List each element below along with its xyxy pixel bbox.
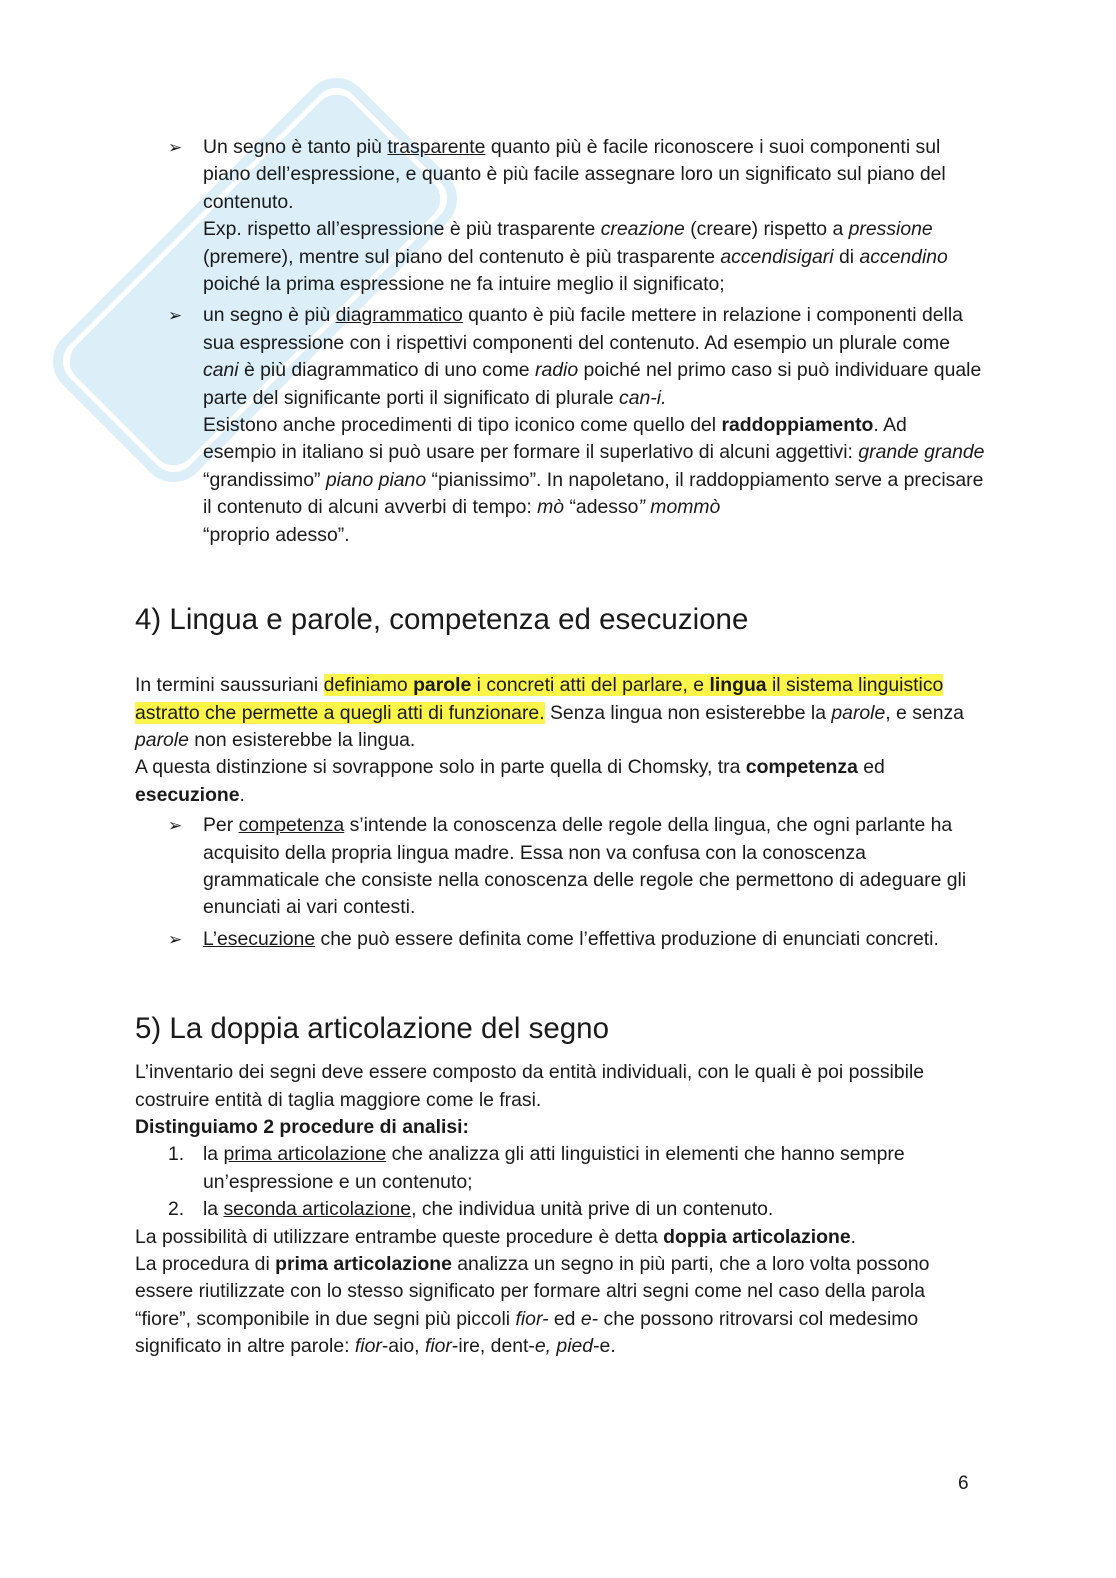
term-diagrammatico: diagrammatico — [335, 304, 463, 327]
arrow-bullet-icon: ➢ — [168, 816, 183, 836]
document-body — [135, 134, 985, 1361]
section-heading-5: 5) La doppia articolazione del segno — [135, 1012, 609, 1046]
paragraph-prima-articolazione: La procedura di prima articolazione analizza un segno in più parti, che a loro volta possono essere riutilizzate con lo stesso significato per formare altri segni come nel caso della parola “fiore”, scomponibile in due segni più piccoli fior- ed e- che possono ritrovarsi col medesimo significato in altre parole: fior-aio, fior-ire, dent-e, pied-e. — [135, 1253, 930, 1358]
list-item-trasparente: ➢ Un segno è tanto più trasparente quanto più è facile riconoscere i suoi componenti sul piano dell’espressione, e quanto è più facile assegnare loro un significato sul piano del contenuto. Exp. rispetto all’espressione è più trasparente creazione (creare) rispetto a pressione (premere), mentre sul piano del contenuto è più trasparente accendisigari di accendino poiché la prima espressione ne fa intuire meglio il significato; — [168, 136, 948, 296]
paragraph-doppia-articolazione: La possibilità di utilizzare entrambe queste procedure è detta doppia articolazione. — [135, 1225, 857, 1248]
page-number: 6 — [958, 1473, 969, 1494]
bullet-list-competenza — [135, 812, 985, 953]
arrow-bullet-icon: ➢ — [168, 929, 183, 949]
paragraph-lingua-parole: In termini saussuriani definiamo parole i concreti atti del parlare, e lingua il sistema linguistico astratto che permette a quegli atti di funzionare. Senza lingua non esisterebbe la parole, e senza parole non esisterebbe la lingua. — [135, 674, 964, 751]
arrow-bullet-icon: ➢ — [168, 138, 183, 157]
list-item-diagrammatico: ➢ un segno è più diagrammatico quanto è più facile mettere in relazione i componenti della sua espressione con i rispettivi componenti del contenuto. Ad esempio un plurale come cani è più diagrammatico di uno come radio poiché nel primo caso si può individuare quale parte del significante porti il significato di plurale can-i. Esistono anche procedimenti di tipo iconico come quello del raddoppiamento. Ad esempio in italiano si può usare per formare il superlativo di alcuni aggettivi: grande grande “grandissimo” piano piano “pianissimo”. In napoletano, il raddoppiamento serve a precisare il contenuto di alcuni avverbi di tempo: mò “adesso” mommò “proprio adesso”. — [168, 304, 985, 546]
arrow-bullet-icon: ➢ — [168, 306, 183, 326]
bullet-list-segno — [135, 134, 985, 549]
highlighted-definition: definiamo parole i concreti atti del parlare, e lingua il sistema linguistico astratto che permette a quegli atti di funzionare. — [135, 674, 944, 724]
term-raddoppiamento: raddoppiamento — [721, 414, 874, 437]
list-item-esecuzione: ➢ L’esecuzione che può essere definita come l’effettiva produzione di enunciati concreti. — [135, 926, 985, 953]
paragraph-chomsky: A questa distinzione si sovrappone solo in parte quella di Chomsky, tra competenza ed esecuzione. — [135, 756, 885, 806]
paragraph-inventario: L’inventario dei segni deve essere composto da entità individuali, con le quali è poi possibile costruire entità di taglia maggiore come le frasi. — [135, 1061, 925, 1111]
section-heading-4: 4) Lingua e parole, competenza ed esecuzione — [135, 603, 749, 637]
numbered-list-articolazioni — [135, 1141, 985, 1223]
list-item-seconda-articolazione: 2. la seconda articolazione, che individua unità prive di un contenuto. — [168, 1198, 774, 1221]
list-item-competenza: ➢ Per competenza s’intende la conoscenza delle regole della lingua, che ogni parlante ha acquisito della propria lingua madre. Essa non va confusa con la conoscenza grammaticale che consiste nella conoscenza delle regole che permettono di adeguare gli enunciati ai vari contesti. — [168, 814, 967, 919]
paragraph-procedure-title: Distinguiamo 2 procedure di analisi: — [135, 1115, 470, 1138]
term-trasparente: trasparente — [387, 136, 486, 158]
list-item-prima-articolazione: 1. la prima articolazione che analizza gli atti linguistici in elementi che hanno sempre un’espressione e un contenuto; — [168, 1143, 905, 1193]
